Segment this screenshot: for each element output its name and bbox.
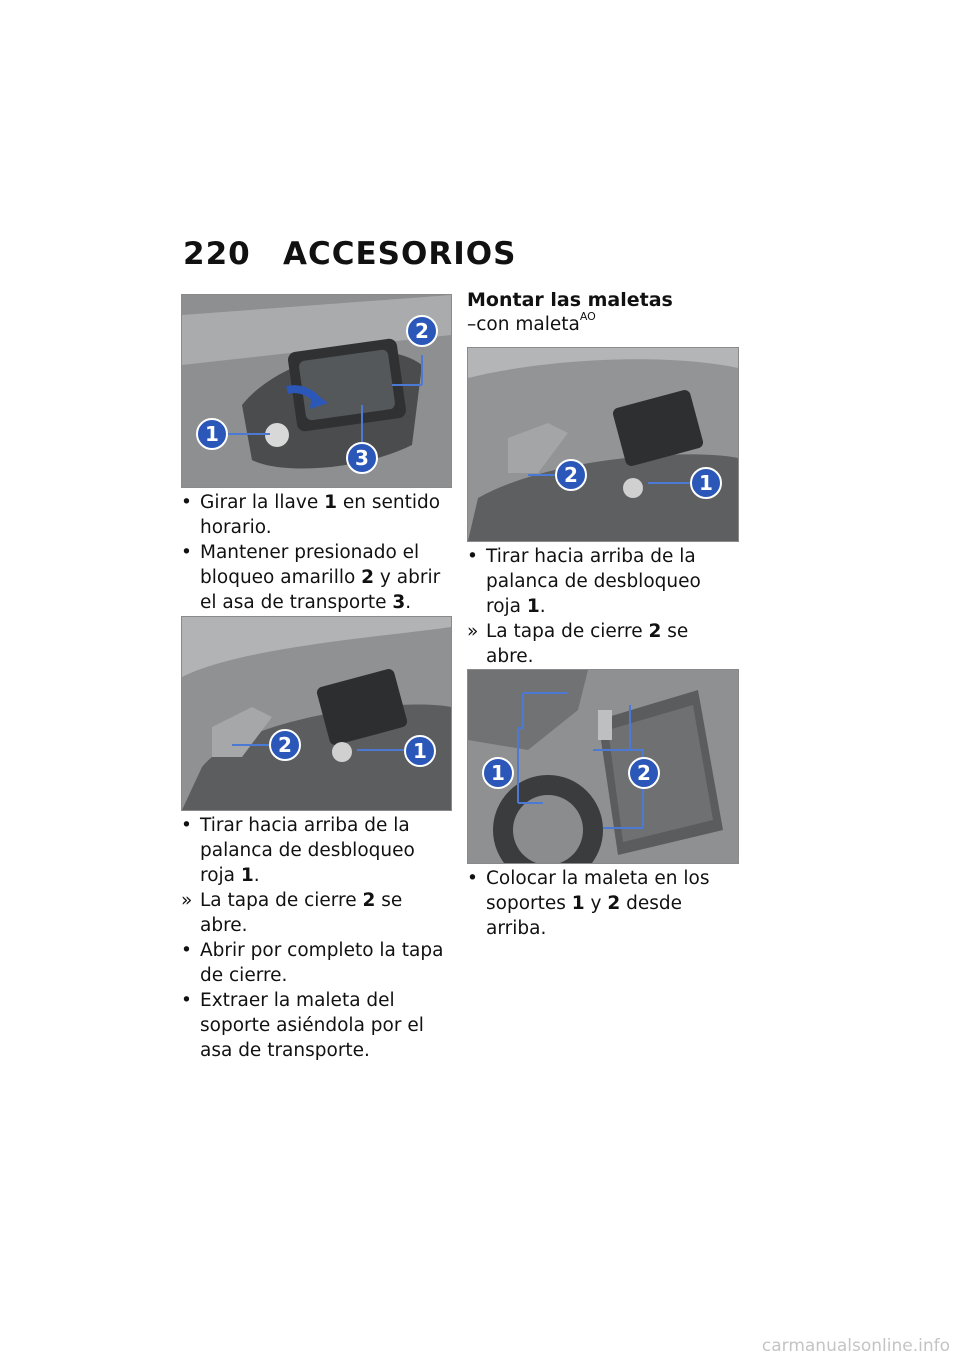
step-text: La tapa de cierre: [486, 621, 649, 642]
step-text: Tirar hacia arriba de la palanca de desbloqueo roja: [486, 546, 701, 617]
callout-1: [197, 419, 227, 449]
step-text: desde arriba.: [486, 893, 683, 939]
reference-number: 3: [392, 592, 406, 613]
figure-key-lock: [181, 294, 452, 488]
figure-unlock-lever: [181, 616, 452, 811]
step-item: [181, 988, 453, 1063]
bullet-marker: •: [181, 542, 192, 563]
figure-open-lid: [467, 347, 739, 542]
reference-number: 1: [526, 596, 540, 617]
step-text: La tapa de cierre: [200, 890, 363, 911]
svg-text:1: 1: [205, 422, 219, 446]
option-badge: AO: [579, 310, 596, 323]
reference-number: 1: [324, 492, 337, 513]
step-item: [181, 888, 453, 938]
step-item: [181, 540, 453, 615]
page-title: ACCESORIOS: [283, 236, 517, 272]
step-item: [467, 866, 739, 941]
callout-2: [407, 316, 437, 346]
reference-number: 2: [607, 893, 621, 914]
svg-text:2: 2: [637, 761, 651, 785]
step-text: y abrir el asa de transporte: [200, 567, 441, 613]
reference-number: 1: [240, 865, 254, 886]
callout-2: [270, 730, 300, 760]
step-text: se abre.: [486, 621, 689, 667]
reference-number: 2: [361, 567, 375, 588]
page-number: 220: [183, 236, 251, 272]
bullet-marker: •: [181, 492, 192, 513]
callout-2: [556, 460, 586, 490]
step-item: [181, 813, 453, 888]
step-text: Mantener presionado el bloqueo amarillo: [200, 542, 420, 588]
result-marker: »: [181, 890, 193, 911]
svg-text:2: 2: [278, 733, 292, 757]
step-text: y: [584, 893, 608, 914]
step-text: Tirar hacia arriba de la palanca de desbloqueo roja: [200, 815, 415, 886]
step-item: [467, 619, 739, 669]
step-text: en sentido horario.: [200, 492, 441, 538]
svg-text:1: 1: [491, 761, 505, 785]
section-subheading: –con maleta$^{AO}$: [467, 310, 596, 336]
bullet-marker: •: [181, 990, 192, 1011]
figure-mount-case: [467, 669, 739, 864]
left-steps-2: [181, 813, 453, 1063]
reference-number: 1: [571, 893, 585, 914]
bullet-marker: •: [467, 546, 478, 567]
figure-mount-case-illustration: [468, 670, 738, 863]
step-text: .: [405, 592, 412, 613]
watermark: carmanualsonline.info: [761, 1336, 950, 1356]
svg-text:1: 1: [699, 471, 713, 495]
svg-text:2: 2: [564, 463, 578, 487]
callout-1: [483, 758, 513, 788]
step-text: Abrir por completo la tapa de cierre.: [200, 940, 444, 986]
step-text: .: [253, 865, 260, 886]
page-header: [183, 236, 516, 272]
callout-2: [629, 758, 659, 788]
callout-1: [691, 468, 721, 498]
result-marker: »: [467, 621, 479, 642]
left-steps-1: [181, 490, 453, 615]
svg-text:2: 2: [415, 319, 429, 343]
bullet-marker: •: [181, 940, 192, 961]
right-steps-2: [467, 866, 739, 941]
figure-unlock-lever-illustration: [182, 617, 451, 810]
section-heading: Montar las maletas: [467, 289, 673, 311]
svg-text:1: 1: [413, 739, 427, 763]
callout-1: [405, 736, 435, 766]
bullet-marker: •: [181, 815, 192, 836]
callout-3: [347, 443, 377, 473]
step-text: Colocar la maleta en los soportes: [486, 868, 710, 914]
step-text: .: [539, 596, 546, 617]
step-item: [181, 938, 453, 988]
reference-number: 2: [648, 621, 662, 642]
step-text: Girar la llave: [200, 492, 325, 513]
step-text: se abre.: [200, 890, 403, 936]
reference-number: 2: [362, 890, 376, 911]
step-item: [467, 544, 739, 619]
figure-open-lid-illustration: [468, 348, 738, 541]
bullet-marker: •: [467, 868, 478, 889]
svg-text:3: 3: [355, 446, 369, 470]
step-text: Extraer la maleta del soporte asiéndola por el asa de transporte.: [200, 990, 424, 1061]
step-item: [181, 490, 453, 540]
figure-key-lock-illustration: [182, 295, 451, 487]
